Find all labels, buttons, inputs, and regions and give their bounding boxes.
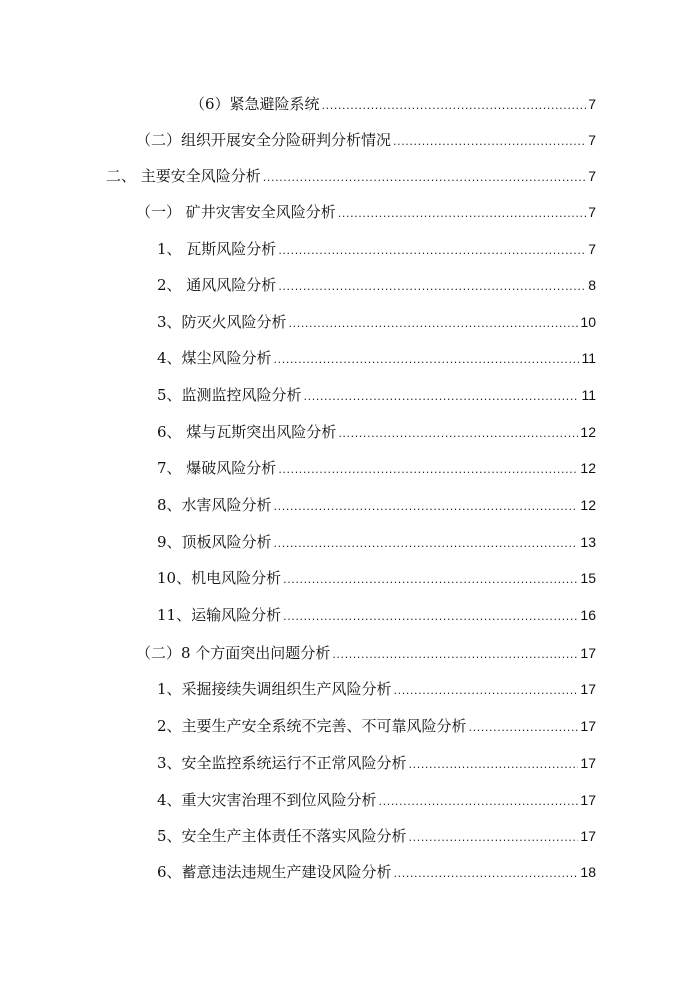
toc-entry[interactable] bbox=[157, 679, 596, 699]
toc-dot-leader bbox=[332, 645, 578, 665]
toc-entry[interactable] bbox=[136, 130, 596, 150]
toc-entry-page: 17 bbox=[580, 792, 596, 808]
toc-entry-page: 17 bbox=[580, 681, 596, 697]
toc-entry[interactable] bbox=[136, 643, 596, 663]
toc-entry-label: 6、蓄意违法违规生产建设风险分析 bbox=[157, 863, 392, 881]
toc-dot-leader bbox=[394, 864, 579, 884]
toc-entry-label: 2、主要生产安全系统不完善、不可靠风险分析 bbox=[157, 717, 467, 735]
toc-entry-page: 7 bbox=[588, 168, 596, 184]
toc-entry-label: 4、煤尘风险分析 bbox=[157, 349, 272, 367]
toc-entry-page: 12 bbox=[580, 460, 596, 476]
toc-dot-leader bbox=[393, 132, 586, 152]
toc-entry[interactable] bbox=[157, 605, 596, 625]
toc-entry-page: 17 bbox=[580, 645, 596, 661]
toc-entry-label: 6、 煤与瓦斯突出风险分析 bbox=[157, 423, 337, 441]
toc-entry[interactable] bbox=[157, 495, 596, 515]
toc-dot-leader bbox=[409, 828, 579, 848]
toc-entry-page: 16 bbox=[580, 607, 596, 623]
toc-entry[interactable] bbox=[157, 753, 596, 773]
toc-entry-label: 7、 爆破风险分析 bbox=[157, 459, 277, 477]
toc-dot-leader bbox=[338, 424, 578, 444]
toc-dot-leader bbox=[278, 277, 586, 297]
toc-entry-page: 10 bbox=[580, 314, 596, 330]
toc-entry-page: 11 bbox=[581, 350, 596, 366]
toc-dot-leader bbox=[274, 497, 579, 517]
toc-entry-label: 5、监测监控风险分析 bbox=[157, 386, 302, 404]
toc-entry[interactable] bbox=[157, 385, 596, 405]
toc-entry-page: 11 bbox=[581, 387, 596, 403]
toc-dot-leader bbox=[409, 755, 579, 775]
toc-entry-label: 10、机电风险分析 bbox=[157, 569, 282, 587]
toc-entry-label: 1、采掘接续失调组织生产风险分析 bbox=[157, 680, 392, 698]
toc-entry[interactable] bbox=[157, 568, 596, 588]
toc-entry-label: （6）紧急避险系统 bbox=[190, 95, 320, 113]
toc-entry-page: 15 bbox=[580, 570, 596, 586]
toc-dot-leader bbox=[283, 607, 578, 627]
toc-entry-label: 4、重大灾害治理不到位风险分析 bbox=[157, 791, 377, 809]
toc-entry-page: 12 bbox=[580, 497, 596, 513]
toc-entry[interactable] bbox=[190, 94, 596, 114]
toc-entry-page: 18 bbox=[580, 864, 596, 880]
toc-entry[interactable] bbox=[157, 458, 596, 478]
toc-entry-label: 2、 通风风险分析 bbox=[157, 276, 277, 294]
toc-dot-leader bbox=[274, 350, 580, 370]
toc-entry-page: 8 bbox=[588, 277, 596, 293]
toc-entry-label: 11、运输风险分析 bbox=[157, 606, 282, 624]
toc-entry-page: 7 bbox=[588, 204, 596, 220]
toc-entry-page: 17 bbox=[580, 828, 596, 844]
toc-entry-page: 7 bbox=[588, 241, 596, 257]
toc-dot-leader bbox=[338, 204, 586, 224]
toc-entry-label: 3、安全监控系统运行不正常风险分析 bbox=[157, 754, 407, 772]
toc-entry-label: 5、安全生产主体责任不落实风险分析 bbox=[157, 827, 407, 845]
toc-entry[interactable] bbox=[157, 348, 596, 368]
toc-entry-label: 8、水害风险分析 bbox=[157, 496, 272, 514]
toc-entry[interactable] bbox=[106, 166, 596, 186]
toc-entry[interactable] bbox=[157, 862, 596, 882]
toc-dot-leader bbox=[322, 96, 586, 116]
toc-entry-page: 13 bbox=[580, 534, 596, 550]
toc-entry[interactable] bbox=[157, 422, 596, 442]
toc-entry-label: （一） 矿井灾害安全风险分析 bbox=[136, 203, 336, 221]
toc-entry-page: 17 bbox=[580, 718, 596, 734]
toc-dot-leader bbox=[278, 241, 586, 261]
toc-entry-label: 1、 瓦斯风险分析 bbox=[157, 240, 277, 258]
toc-entry-page: 7 bbox=[588, 96, 596, 112]
toc-entry-page: 7 bbox=[588, 132, 596, 148]
toc-entry-page: 12 bbox=[580, 424, 596, 440]
toc-entry[interactable] bbox=[157, 826, 596, 846]
toc-entry[interactable] bbox=[157, 790, 596, 810]
toc-entry[interactable] bbox=[157, 532, 596, 552]
toc-dot-leader bbox=[394, 681, 579, 701]
toc-entry-label: （二）8 个方面突出问题分析 bbox=[136, 644, 331, 662]
toc-entry-label: 3、防灭火风险分析 bbox=[157, 313, 287, 331]
toc-dot-leader bbox=[263, 168, 586, 188]
toc-entry[interactable] bbox=[157, 239, 596, 259]
toc-dot-leader bbox=[379, 792, 579, 812]
toc-entry[interactable] bbox=[136, 202, 596, 222]
toc-dot-leader bbox=[274, 534, 579, 554]
toc-dot-leader bbox=[283, 570, 578, 590]
toc-entry-label: 二、 主要安全风险分析 bbox=[106, 167, 261, 185]
toc-dot-leader bbox=[289, 314, 579, 334]
toc-dot-leader bbox=[278, 460, 578, 480]
toc-entry[interactable] bbox=[157, 312, 596, 332]
toc-entry-label: （二）组织开展安全分险研判分析情况 bbox=[136, 131, 392, 149]
toc-dot-leader bbox=[469, 718, 579, 738]
toc-entry[interactable] bbox=[157, 716, 596, 736]
toc-dot-leader bbox=[304, 387, 580, 407]
toc-entry-page: 17 bbox=[580, 755, 596, 771]
toc-entry-label: 9、顶板风险分析 bbox=[157, 533, 272, 551]
toc-entry[interactable] bbox=[157, 275, 596, 295]
